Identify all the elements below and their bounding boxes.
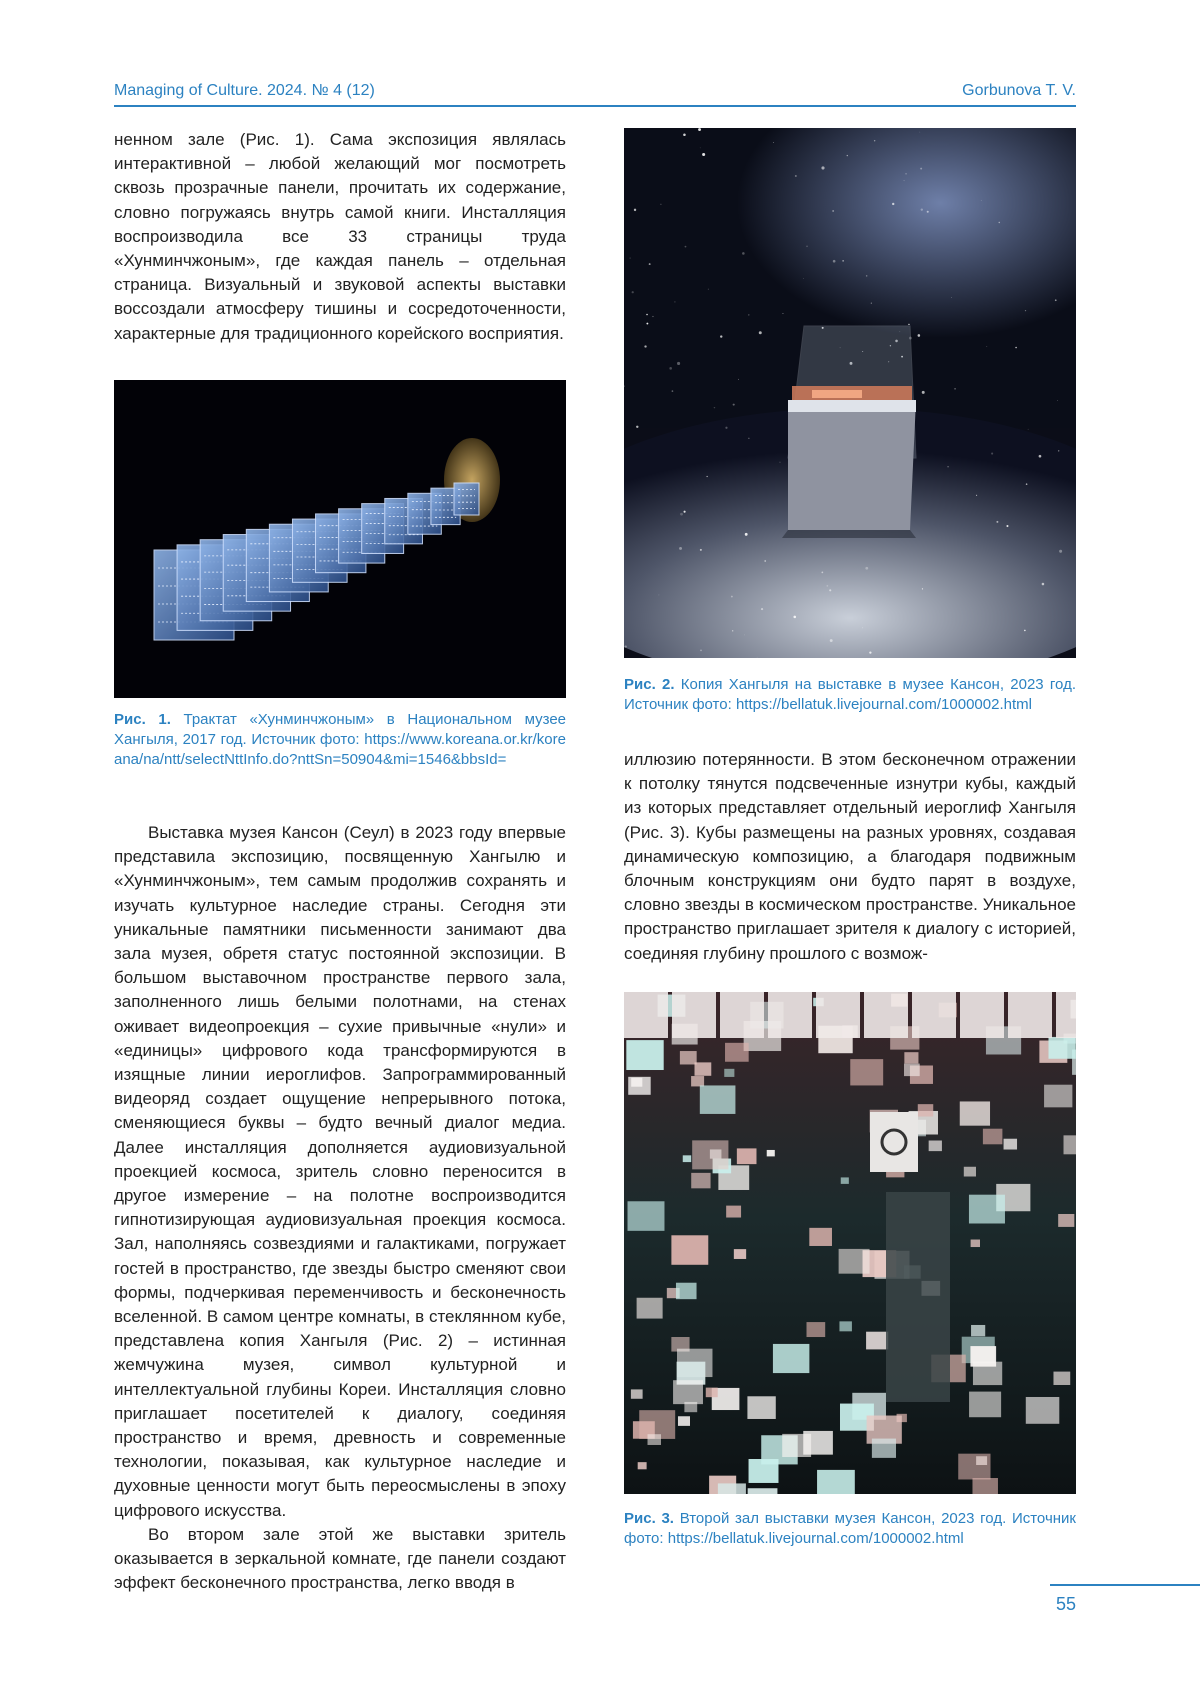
figure-2-caption-text: Копия Хангыля на выставке в музее Кансон, 2023 год. Источник фото: (624, 676, 1076, 713)
paragraph-text: иллюзию потерянности. В этом бесконечном отражении к потолку тянутся подсвеченные изнутри кубы, каждый из которых представляет отдельный иероглиф Хангыля (Рис. 3). Кубы размещены на разных уровнях, создавая динамическую композицию, а благодаря подвижным блочным конструкциям они будто парят в воздухе, словно звезды в космическом пространстве. Уникальное пространство приглашает зрителя к диалогу с историей, соединяя глубину прошлого с возмож- (624, 750, 1076, 963)
header-rule (114, 105, 1076, 107)
author-name: Gorbunova T. V. (962, 82, 1076, 99)
figure-1-caption-text: Трактат «Хунминчжоным» в Национальном музее Хангыля, 2017 год. Источник фото: (114, 711, 566, 748)
left-main-paragraph (114, 821, 566, 1596)
running-header (114, 82, 1076, 106)
figure-2-image (624, 128, 1076, 658)
left-top-paragraph (114, 128, 566, 346)
footer-rule (1050, 1584, 1200, 1586)
figure-3-image (624, 992, 1076, 1494)
paragraph-text: ненном зале (Рис. 1). Сама экспозиция являлась интерактивной – любой желающий мог посмотреть сквозь прозрачные панели, прочитать их содержание, словно погружаясь внутрь самой книги. Инсталляция воспроизводила все 33 страницы труда «Хунминчжоным», где каждая панель – отдельная страница. Визуальный и звуковой аспекты выставки воссоздали атмосферу тишины и сосредоточенности, характерные для традиционного корейского восприятия. (114, 130, 566, 343)
paragraph-text: Выставка музея Кансон (Сеул) в 2023 году впервые представила экспозицию, посвященную Хангылю и «Хунминчжоным», тем самым продолжив сохранять и изучать культурное наследие страны. Сегодня эти уникальные памятники письменности занимают два зала музея, обретя статус постоянной экспозиции. В большом выставочном пространстве первого зала, заполненного лишь белыми полотнами, на стенах оживает видеопроекция – сухие привычные «нули» и «единицы» цифрового кода трансформируются в изящные линии иероглифов. Запрограммированный видеоряд создает ощущение непрерывного потока, сменяющиеся буквы – будто вечный диалог медиа. Далее инсталляция дополняется аудиовизуальной проекцией космоса, зритель словно переносится в другое измерение – на полотне воспроизводится гипнотизирующая аудиовизуальная проекция космоса. Зал, наполняясь созвездиями и галактиками, погружает гостей в пространство, где звезды быстро сменяют свои формы, подчеркивая переменчивость и бесконечность вселенной. В самом центре комнаты, в стеклянном кубе, представлена копия Хангыля (Рис. 2) – истинная жемчужина музея, символ культурной и интеллектуальной глубины Кореи. Инсталляция словно приглашает посетителей к диалогу, соединяя пространство и время, древность и современные технологии, показывая, как культурное наследие и духовные ценности могут быть переосмыслены в эпоху цифрового искусства. (114, 823, 566, 1520)
journal-title: Managing of Culture. 2024. № 4 (12) (114, 82, 375, 99)
figure-2-label: Рис. 2. (624, 676, 675, 693)
figure-2-caption (624, 675, 1076, 715)
figure-3-label: Рис. 3. (624, 1510, 674, 1527)
figure-1-source-link[interactable]: https://www.koreana.or.kr/koreana/na/ntt/selectNttInfo.do?nttSn=50904&mi=1546&bbsId= (114, 731, 566, 768)
figure-3-caption-text: Второй зал выставки музея Кансон, 2023 год. Источник фото: (624, 1510, 1076, 1547)
figure-3-caption (624, 1509, 1076, 1549)
figure-1-label: Рис. 1. (114, 711, 171, 728)
right-paragraph (624, 748, 1076, 966)
figure-1-image (114, 380, 566, 698)
figure-2-source-link[interactable]: https://bellatuk.livejournal.com/1000002.html (735, 696, 1032, 713)
paragraph-text: Во втором зале этой же выставки зритель оказывается в зеркальной комнате, где панели создают эффект бесконечного пространства, легко вводя в (114, 1524, 566, 1593)
figure-1-caption (114, 710, 566, 770)
figure-3-source-link[interactable]: https://bellatuk.livejournal.com/1000002.html (667, 1530, 964, 1547)
page-number: 55 (1056, 1594, 1077, 1614)
